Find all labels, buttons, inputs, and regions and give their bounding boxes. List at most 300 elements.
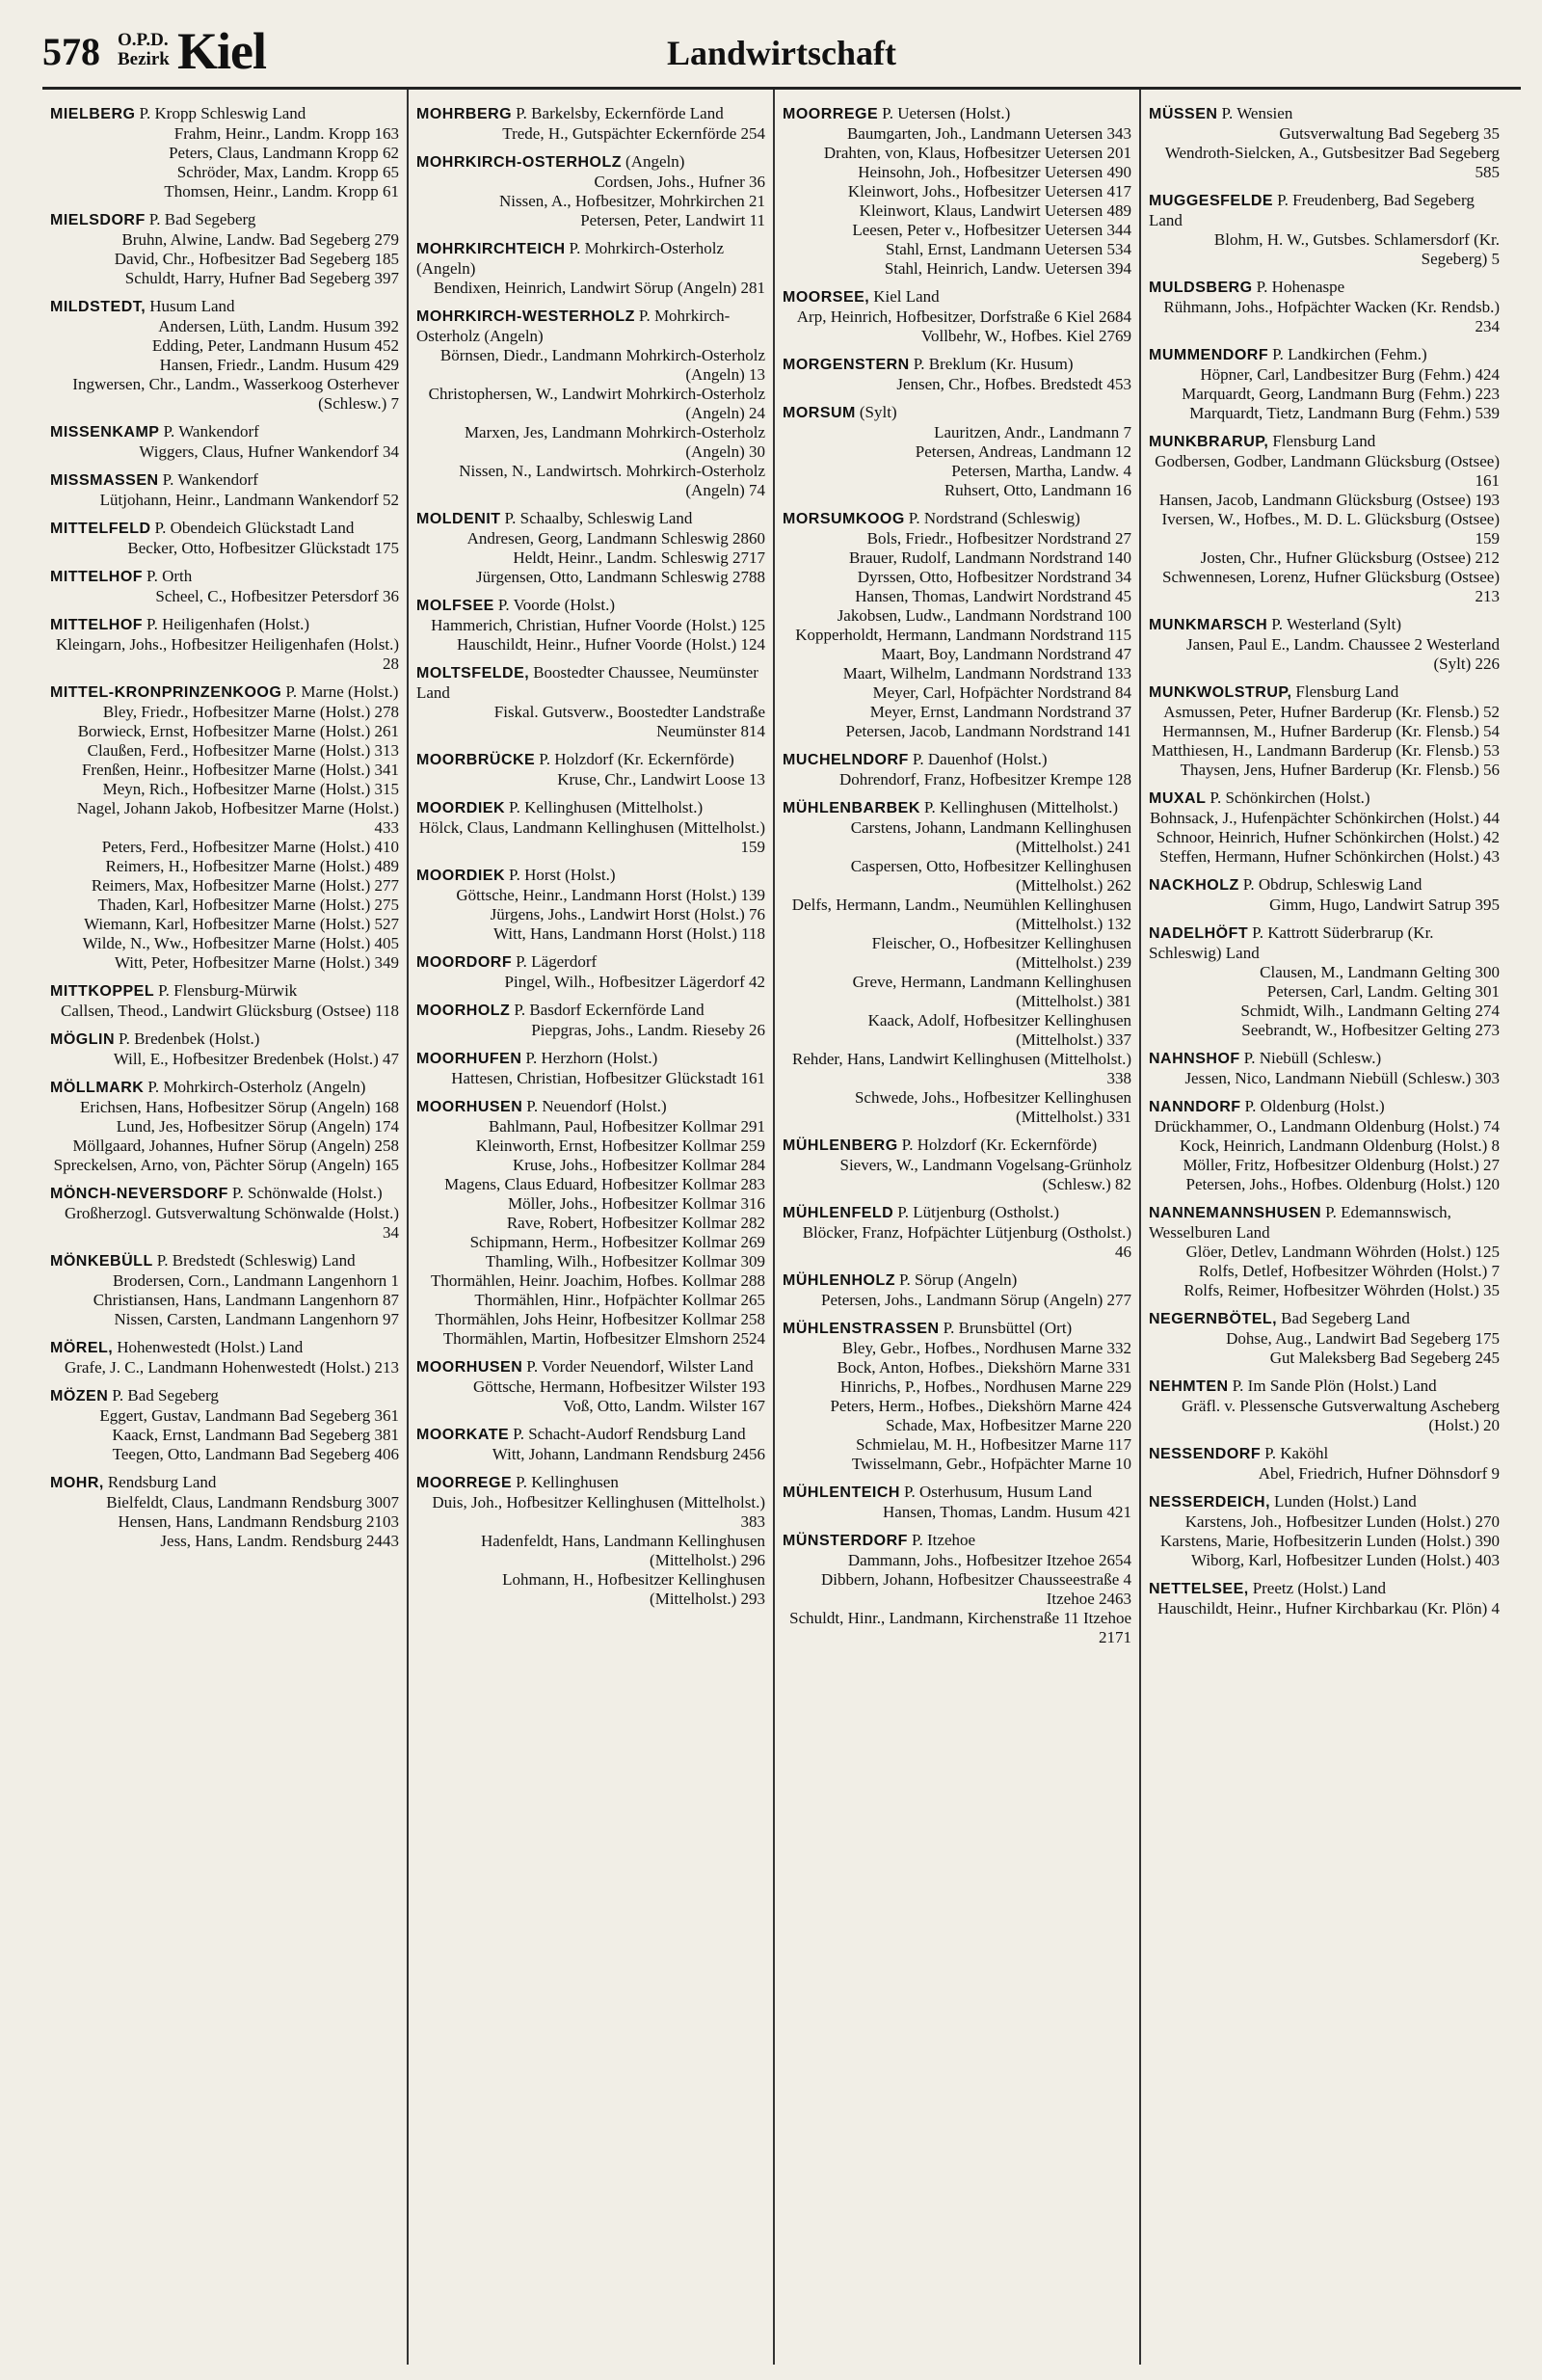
- place-postal-info: P. Voorde (Holst.): [497, 596, 616, 614]
- directory-entry: Baumgarten, Joh., Landmann Uetersen 343: [846, 124, 1131, 143]
- directory-entry: Thaysen, Jens, Hufner Barderup (Kr. Flensb.) 56: [1180, 761, 1500, 779]
- directory-entry: Thormählen, Johs Heinr, Hofbesitzer Kollmar 258: [435, 1310, 765, 1328]
- directory-entry: Duis, Joh., Hofbesitzer Kellinghusen (Mittelholst.) 383: [432, 1493, 765, 1531]
- place-postal-info: P. Basdorf Eckernförde Land: [514, 1001, 705, 1019]
- place-name: MOHRKIRCHTEICH: [416, 241, 566, 257]
- place-heading: [1149, 682, 1500, 703]
- directory-entry: Bols, Friedr., Hofbesitzer Nordstrand 27: [866, 529, 1131, 548]
- place-postal-info: P. Uetersen (Holst.): [882, 104, 1011, 122]
- place-postal-info: P. Kellinghusen: [516, 1473, 619, 1491]
- place-postal-info: Flensburg Land: [1295, 682, 1399, 701]
- place-postal-info: P. Kropp Schleswig Land: [139, 104, 306, 122]
- directory-entry: Peters, Herm., Hofbes., Diekshörn Marne 424: [830, 1397, 1131, 1415]
- place-postal-info: P. Bad Segeberg: [112, 1386, 219, 1404]
- directory-entry: Dohse, Aug., Landwirt Bad Segeberg 175: [1226, 1329, 1500, 1348]
- place-postal-info: Bad Segeberg Land: [1281, 1309, 1410, 1327]
- directory-entry: Glöer, Detlev, Landmann Wöhrden (Holst.) 125: [1185, 1243, 1500, 1261]
- directory-entry: Karstens, Joh., Hofbesitzer Lunden (Holst.) 270: [1184, 1512, 1500, 1531]
- directory-entry: Hadenfeldt, Hans, Landmann Kellinghusen (Mittelholst.) 296: [480, 1532, 765, 1569]
- place-heading: [1149, 1049, 1500, 1069]
- place-heading: [1149, 1444, 1500, 1464]
- directory-entry: Kleinworth, Ernst, Hofbesitzer Kollmar 259: [475, 1137, 765, 1155]
- place-postal-info: P. Schacht-Audorf Rendsburg Land: [513, 1425, 746, 1443]
- place-heading: [1149, 1203, 1500, 1243]
- directory-entry: Asmussen, Peter, Hufner Barderup (Kr. Flensb.) 52: [1163, 703, 1500, 721]
- directory-entry: Rehder, Hans, Landwirt Kellinghusen (Mittelholst.) 338: [791, 1050, 1131, 1087]
- directory-entry: Heinsohn, Joh., Hofbesitzer Uetersen 490: [858, 163, 1131, 181]
- directory-entry: Schwennesen, Lorenz, Hufner Glücksburg (Ostsee) 213: [1162, 568, 1500, 605]
- directory-entry: Bohnsack, J., Hufenpächter Schönkirchen (Holst.) 44: [1149, 809, 1500, 827]
- place-name: MÜHLENFELD: [783, 1205, 894, 1221]
- directory-entry: Abel, Friedrich, Hufner Döhnsdorf 9: [1258, 1464, 1500, 1483]
- place-postal-info: P. Wankendorf: [162, 470, 258, 489]
- place-heading: [1149, 1097, 1500, 1117]
- directory-entry: Lütjohann, Heinr., Landmann Wankendorf 52: [99, 491, 399, 509]
- place-postal-info: P. Heiligenhafen (Holst.): [146, 615, 310, 633]
- directory-entry: Schwede, Johs., Hofbesitzer Kellinghusen (Mittelholst.) 331: [854, 1088, 1131, 1126]
- directory-entry: Godbersen, Godber, Landmann Glücksburg (Ostsee) 161: [1155, 452, 1500, 490]
- directory-entry: Reimers, H., Hofbesitzer Marne (Holst.) 489: [105, 857, 399, 875]
- place-heading: [783, 403, 1131, 423]
- directory-entry: Nissen, Carsten, Landmann Langenhorn 97: [114, 1310, 399, 1328]
- directory-entry: Jessen, Nico, Landmann Niebüll (Schlesw.) 303: [1184, 1069, 1500, 1087]
- directory-entry: Kleinwort, Johs., Hofbesitzer Uetersen 417: [847, 182, 1131, 201]
- place-heading: [783, 1531, 1131, 1551]
- place-name: MOORHUFEN: [416, 1051, 522, 1067]
- place-heading: [1149, 1579, 1500, 1599]
- place-heading: [783, 750, 1131, 770]
- directory-entry: Hattesen, Christian, Hofbesitzer Glückstadt 161: [451, 1069, 765, 1087]
- place-postal-info: Kiel Land: [873, 287, 940, 306]
- directory-entry: Kruse, Johs., Hofbesitzer Kollmar 284: [512, 1156, 765, 1174]
- directory-entry: Bley, Friedr., Hofbesitzer Marne (Holst.) 278: [102, 703, 399, 721]
- place-postal-info: P. Hohenaspe: [1256, 278, 1345, 296]
- place-postal-info: Boostedter Chaussee, Neumünster Land: [416, 663, 758, 702]
- directory-entry: Claußen, Ferd., Hofbesitzer Marne (Holst.) 313: [87, 741, 399, 760]
- directory-entry: Kruse, Chr., Landwirt Loose 13: [557, 770, 765, 789]
- directory-entry: Iversen, W., Hofbes., M. D. L. Glücksburg (Ostsee) 159: [1161, 510, 1500, 548]
- place-heading: [1149, 875, 1500, 896]
- directory-entry: Schipmann, Herm., Hofbesitzer Kollmar 269: [469, 1233, 765, 1251]
- place-name: MUNKWOLSTRUP,: [1149, 684, 1292, 701]
- place-name: MILDSTEDT,: [50, 299, 146, 315]
- directory-entry: Kaack, Ernst, Landmann Bad Segeberg 381: [112, 1426, 399, 1444]
- page-header: [42, 22, 1521, 90]
- directory-entry: Rühmann, Johs., Hofpächter Wacken (Kr. Rendsb.) 234: [1163, 298, 1500, 335]
- directory-entry: Ingwersen, Chr., Landm., Wasserkoog Osterhever (Schlesw.) 7: [72, 375, 399, 413]
- place-postal-info: P. Herzhorn (Holst.): [525, 1049, 658, 1067]
- columns-container: [42, 90, 1521, 2365]
- directory-entry: Marquardt, Tietz, Landmann Burg (Fehm.) 539: [1189, 404, 1500, 422]
- directory-entry: Bahlmann, Paul, Hofbesitzer Kollmar 291: [488, 1117, 765, 1136]
- directory-entry: Stahl, Heinrich, Landw. Uetersen 394: [884, 259, 1131, 278]
- directory-entry: Fleischer, O., Hofbesitzer Kellinghusen (Mittelholst.) 239: [871, 934, 1131, 972]
- place-postal-info: P. Brunsbüttel (Ort): [943, 1319, 1073, 1337]
- place-name: MÜHLENBARBEK: [783, 800, 920, 816]
- column-3: [775, 90, 1141, 2365]
- directory-entry: Borwieck, Ernst, Hofbesitzer Marne (Holst.) 261: [77, 722, 399, 740]
- place-name: MÜHLENTEICH: [783, 1484, 900, 1501]
- place-postal-info: P. Kellinghusen (Mittelholst.): [509, 798, 704, 816]
- place-name: MULDSBERG: [1149, 280, 1253, 296]
- place-name: MÖNCH-NEVERSDORF: [50, 1186, 228, 1202]
- place-name: MUMMENDORF: [1149, 347, 1269, 363]
- directory-entry: Schmidt, Wilh., Landmann Gelting 274: [1240, 1002, 1500, 1020]
- directory-entry: Brauer, Rudolf, Landmann Nordstrand 140: [849, 548, 1131, 567]
- directory-entry: Möller, Johs., Hofbesitzer Kollmar 316: [507, 1194, 765, 1213]
- directory-entry: Fiskal. Gutsverw., Boostedter Landstraße Neumünster 814: [493, 703, 765, 740]
- directory-entry: Kleinwort, Klaus, Landwirt Uetersen 489: [859, 201, 1131, 220]
- place-name: MÖZEN: [50, 1388, 109, 1404]
- page-number: 578: [42, 30, 100, 73]
- directory-entry: David, Chr., Hofbesitzer Bad Segeberg 185: [114, 250, 399, 268]
- directory-entry: Hammerich, Christian, Hufner Voorde (Holst.) 125: [431, 616, 765, 634]
- directory-entry: Höpner, Carl, Landbesitzer Burg (Fehm.) 424: [1200, 365, 1500, 384]
- place-name: MOHRKIRCH-WESTERHOLZ: [416, 308, 635, 325]
- directory-entry: Petersen, Peter, Landwirt 11: [580, 211, 765, 229]
- place-postal-info: P. Kellinghusen (Mittelholst.): [923, 798, 1119, 816]
- place-heading: [416, 1097, 765, 1117]
- directory-entry: Blöcker, Franz, Hofpächter Lütjenburg (Ostholst.) 46: [802, 1223, 1131, 1261]
- place-postal-info: P. Wensien: [1221, 104, 1293, 122]
- place-postal-info: P. Horst (Holst.): [509, 866, 616, 884]
- column-1: [42, 90, 409, 2365]
- directory-entry: Wilde, N., Ww., Hofbesitzer Marne (Holst.) 405: [82, 934, 399, 952]
- directory-entry: Gut Maleksberg Bad Segeberg 245: [1269, 1349, 1500, 1367]
- place-postal-info: P. Mohrkirch-Osterholz (Angeln): [147, 1078, 366, 1096]
- directory-entry: Lauritzen, Andr., Landmann 7: [934, 423, 1131, 441]
- place-heading: [416, 152, 765, 173]
- place-name: MOHRKIRCH-OSTERHOLZ: [416, 154, 623, 171]
- place-heading: [416, 307, 765, 346]
- directory-entry: Caspersen, Otto, Hofbesitzer Kellinghusen (Mittelholst.) 262: [850, 857, 1131, 895]
- place-heading: [50, 1338, 399, 1358]
- place-heading: [1149, 191, 1500, 230]
- directory-entry: Jansen, Paul E., Landm. Chaussee 2 Westerland (Sylt) 226: [1185, 635, 1500, 673]
- directory-entry: Wiborg, Karl, Hofbesitzer Lunden (Holst.) 403: [1190, 1551, 1500, 1569]
- directory-entry: Lund, Jes, Hofbesitzer Sörup (Angeln) 174: [116, 1117, 399, 1136]
- place-heading: [1149, 1492, 1500, 1512]
- directory-entry: Petersen, Johs., Landmann Sörup (Angeln) 277: [820, 1291, 1131, 1309]
- place-name: NACKHOLZ: [1149, 877, 1239, 894]
- directory-entry: Callsen, Theod., Landwirt Glücksburg (Ostsee) 118: [61, 1002, 399, 1020]
- place-postal-info: P. Edemannswisch, Wesselburen Land: [1149, 1203, 1451, 1242]
- directory-entry: Trede, H., Gutspächter Eckernförde 254: [502, 124, 765, 143]
- place-heading: [50, 615, 399, 635]
- directory-entry: Schuldt, Hinr., Landmann, Kirchenstraße 11 Itzehoe 2171: [789, 1609, 1131, 1646]
- directory-entry: Jess, Hans, Landm. Rendsburg 2443: [160, 1532, 399, 1550]
- place-name: MOORDIEK: [416, 868, 505, 884]
- directory-entry: Frenßen, Heinr., Hofbesitzer Marne (Holst.) 341: [81, 761, 399, 779]
- place-postal-info: P. Sörup (Angeln): [898, 1270, 1018, 1289]
- place-heading: [416, 866, 765, 886]
- place-postal-info: P. Osterhusum, Husum Land: [903, 1483, 1092, 1501]
- place-postal-info: P. Lütjenburg (Ostholst.): [897, 1203, 1060, 1221]
- place-name: MITTELHOF: [50, 617, 144, 633]
- place-name: MÜHLENBERG: [783, 1137, 898, 1154]
- place-heading: [1149, 432, 1500, 452]
- directory-entry: Dibbern, Johann, Hofbesitzer Chausseestraße 4 Itzehoe 2463: [821, 1570, 1131, 1608]
- directory-entry: Großherzogl. Gutsverwaltung Schönwalde (Holst.) 34: [64, 1204, 399, 1242]
- place-heading: [50, 682, 399, 703]
- directory-entry: Meyer, Carl, Hofpächter Nordstrand 84: [872, 683, 1131, 702]
- place-postal-info: P. Nordstrand (Schleswig): [908, 509, 1080, 527]
- directory-entry: Ruhsert, Otto, Landmann 16: [944, 481, 1131, 499]
- directory-entry: Göttsche, Heinr., Landmann Horst (Holst.) 139: [456, 886, 765, 904]
- directory-entry: Thamling, Wilh., Hofbesitzer Kollmar 309: [485, 1252, 765, 1270]
- place-postal-info: P. Bad Segeberg: [148, 210, 256, 228]
- place-name: MIELBERG: [50, 106, 136, 122]
- place-postal-info: Lunden (Holst.) Land: [1274, 1492, 1417, 1511]
- column-2: [409, 90, 775, 2365]
- place-name: MÖREL,: [50, 1340, 114, 1356]
- directory-entry: Brodersen, Corn., Landmann Langenhorn 1: [113, 1271, 399, 1290]
- place-name: MOORSEE,: [783, 289, 870, 306]
- directory-entry: Greve, Hermann, Landmann Kellinghusen (Mittelholst.) 381: [852, 973, 1131, 1010]
- bezirk-label: Bezirk: [118, 49, 170, 69]
- place-name: MITTELHOF: [50, 569, 144, 585]
- directory-entry: Peters, Ferd., Hofbesitzer Marne (Holst.) 410: [101, 838, 399, 856]
- directory-entry: Scheel, C., Hofbesitzer Petersdorf 36: [155, 587, 399, 605]
- directory-entry: Meyn, Rich., Hofbesitzer Marne (Holst.) 315: [102, 780, 399, 798]
- opd-label: O.P.D.: [118, 30, 169, 50]
- directory-entry: Witt, Hans, Landmann Horst (Holst.) 118: [493, 924, 765, 943]
- place-heading: [1149, 104, 1500, 124]
- directory-entry: Heldt, Heinr., Landm. Schleswig 2717: [513, 548, 765, 567]
- place-name: NADELHÖFT: [1149, 925, 1249, 942]
- directory-entry: Cordsen, Johs., Hufner 36: [594, 173, 765, 191]
- directory-entry: Gimm, Hugo, Landwirt Satrup 395: [1269, 896, 1500, 914]
- directory-entry: Rolfs, Detlef, Hofbesitzer Wöhrden (Holst.) 7: [1198, 1262, 1500, 1280]
- place-postal-info: P. Im Sande Plön (Holst.) Land: [1232, 1377, 1437, 1395]
- place-name: MITTEL-KRONPRINZENKOOG: [50, 684, 282, 701]
- place-postal-info: P. Bredstedt (Schleswig) Land: [156, 1251, 356, 1270]
- directory-entry: Reimers, Max, Hofbesitzer Marne (Holst.) 277: [91, 876, 399, 895]
- place-postal-info: Hohenwestedt (Holst.) Land: [117, 1338, 304, 1356]
- city-title: Kiel: [177, 22, 266, 80]
- place-postal-info: P. Mohrkirch-Osterholz (Angeln): [416, 307, 731, 345]
- place-heading: [783, 1270, 1131, 1291]
- place-name: MORGENSTERN: [783, 357, 910, 373]
- place-postal-info: P. Schönwalde (Holst.): [231, 1184, 383, 1202]
- place-name: MOHR,: [50, 1475, 104, 1491]
- place-heading: [416, 104, 765, 124]
- place-name: NAHNSHOF: [1149, 1051, 1240, 1067]
- place-name: MOORBRÜCKE: [416, 752, 536, 768]
- place-name: MOHRBERG: [416, 106, 513, 122]
- directory-entry: Schade, Max, Hofbesitzer Marne 220: [886, 1416, 1131, 1434]
- place-heading: [50, 1251, 399, 1271]
- place-heading: [50, 422, 399, 442]
- directory-entry: Petersen, Jacob, Landmann Nordstrand 141: [845, 722, 1131, 740]
- place-heading: [1149, 923, 1500, 963]
- place-name: MISSMASSEN: [50, 472, 159, 489]
- place-name: MUGGESFELDE: [1149, 193, 1274, 209]
- place-postal-info: P. Kaköhl: [1264, 1444, 1329, 1462]
- place-name: MOLFSEE: [416, 598, 494, 614]
- place-heading: [1149, 1309, 1500, 1329]
- place-postal-info: P. Obendeich Glückstadt Land: [154, 519, 355, 537]
- place-name: MOORKATE: [416, 1427, 510, 1443]
- directory-entry: Kopperholdt, Hermann, Landmann Nordstrand 115: [795, 626, 1131, 644]
- directory-entry: Thormählen, Martin, Hofbesitzer Elmshorn 2524: [442, 1329, 765, 1348]
- place-name: NEHMTEN: [1149, 1378, 1229, 1395]
- place-name: MÜHLENSTRASSEN: [783, 1321, 940, 1337]
- directory-entry: Carstens, Johann, Landmann Kellinghusen (Mittelholst.) 241: [850, 818, 1131, 856]
- directory-entry: Stahl, Ernst, Landmann Uetersen 534: [886, 240, 1131, 258]
- directory-entry: Göttsche, Hermann, Hofbesitzer Wilster 193: [472, 1377, 765, 1396]
- place-heading: [50, 567, 399, 587]
- place-heading: [783, 1136, 1131, 1156]
- directory-entry: Hauschildt, Heinr., Hufner Kirchbarkau (Kr. Plön) 4: [1156, 1599, 1500, 1618]
- directory-entry: Schröder, Max, Landm. Kropp 65: [176, 163, 399, 181]
- place-heading: [50, 1386, 399, 1406]
- place-postal-info: P. Obdrup, Schleswig Land: [1242, 875, 1422, 894]
- place-name: MUCHELNDORF: [783, 752, 909, 768]
- directory-entry: Seebrandt, W., Hofbesitzer Gelting 273: [1241, 1021, 1500, 1039]
- place-name: MORSUM: [783, 405, 856, 421]
- place-postal-info: (Angeln): [625, 152, 685, 171]
- place-name: MOLTSFELDE,: [416, 665, 530, 682]
- place-heading: [416, 239, 765, 279]
- directory-entry: Grafe, J. C., Landmann Hohenwestedt (Holst.) 213: [64, 1358, 399, 1377]
- place-postal-info: P. Orth: [146, 567, 193, 585]
- directory-entry: Maart, Wilhelm, Landmann Nordstrand 133: [842, 664, 1131, 682]
- directory-entry: Bendixen, Heinrich, Landwirt Sörup (Angeln) 281: [433, 279, 765, 297]
- place-heading: [50, 1030, 399, 1050]
- place-postal-info: Flensburg Land: [1272, 432, 1376, 450]
- directory-entry: Witt, Peter, Hofbesitzer Marne (Holst.) 349: [114, 953, 399, 972]
- directory-entry: Börnsen, Diedr., Landmann Mohrkirch-Osterholz (Angeln) 13: [439, 346, 765, 384]
- directory-entry: Hermannsen, M., Hufner Barderup (Kr. Flensb.) 54: [1162, 722, 1500, 740]
- place-name: NETTELSEE,: [1149, 1581, 1249, 1597]
- directory-entry: Hölck, Claus, Landmann Kellinghusen (Mittelholst.) 159: [418, 818, 765, 856]
- place-postal-info: P. Schönkirchen (Holst.): [1210, 789, 1370, 807]
- directory-entry: Vollbehr, W., Hofbes. Kiel 2769: [920, 327, 1131, 345]
- directory-entry: Maart, Boy, Landmann Nordstrand 47: [881, 645, 1131, 663]
- place-heading: [416, 663, 765, 703]
- place-heading: [416, 1357, 765, 1377]
- place-name: MÜSSEN: [1149, 106, 1218, 122]
- place-name: MORSUMKOOG: [783, 511, 905, 527]
- place-name: MUNKBRARUP,: [1149, 434, 1269, 450]
- directory-entry: Hauschildt, Heinr., Hufner Voorde (Holst.) 124: [457, 635, 765, 654]
- place-heading: [783, 287, 1131, 308]
- directory-entry: Wendroth-Sielcken, A., Gutsbesitzer Bad Segeberg 585: [1164, 144, 1500, 181]
- place-name: MÜHLENHOLZ: [783, 1272, 895, 1289]
- directory-entry: Marquardt, Georg, Landmann Burg (Fehm.) 223: [1182, 385, 1500, 403]
- place-postal-info: P. Flensburg-Mürwik: [158, 981, 298, 1000]
- place-postal-info: P. Schaalby, Schleswig Land: [504, 509, 693, 527]
- directory-entry: Hansen, Jacob, Landmann Glücksburg (Ostsee) 193: [1158, 491, 1500, 509]
- place-name: NESSENDORF: [1149, 1446, 1262, 1462]
- place-name: MOORDIEK: [416, 800, 505, 816]
- place-name: MITTELFELD: [50, 521, 151, 537]
- place-name: MOORHUSEN: [416, 1359, 523, 1376]
- directory-entry: Peters, Claus, Landmann Kropp 62: [169, 144, 399, 162]
- directory-entry: Bielfeldt, Claus, Landmann Rendsburg 3007: [106, 1493, 399, 1511]
- directory-entry: Karstens, Marie, Hofbesitzerin Lunden (Holst.) 390: [1159, 1532, 1500, 1550]
- place-heading: [783, 1483, 1131, 1503]
- directory-entry: Drahten, von, Klaus, Hofbesitzer Uetersen 201: [823, 144, 1131, 162]
- place-postal-info: Husum Land: [149, 297, 235, 315]
- directory-entry: Jensen, Chr., Hofbes. Bredstedt 453: [896, 375, 1131, 393]
- directory-entry: Magens, Claus Eduard, Hofbesitzer Kollmar 283: [444, 1175, 765, 1193]
- section-title: Landwirtschaft: [666, 34, 896, 72]
- place-postal-info: P. Oldenburg (Holst.): [1244, 1097, 1385, 1115]
- directory-entry: Rolfs, Reimer, Hofbesitzer Wöhrden (Holst.) 35: [1183, 1281, 1500, 1299]
- directory-entry: Erichsen, Hans, Hofbesitzer Sörup (Angeln) 168: [80, 1098, 399, 1116]
- directory-entry: Petersen, Johs., Hofbes. Oldenburg (Holst.) 120: [1185, 1175, 1500, 1193]
- directory-entry: Piepgras, Johs., Landm. Rieseby 26: [531, 1021, 765, 1039]
- place-heading: [1149, 278, 1500, 298]
- place-name: NANNDORF: [1149, 1099, 1241, 1115]
- place-heading: [50, 1473, 399, 1493]
- place-name: MOLDENIT: [416, 511, 501, 527]
- directory-entry: Marxen, Jes, Landmann Mohrkirch-Osterholz (Angeln) 30: [464, 423, 765, 461]
- directory-entry: Wiggers, Claus, Hufner Wankendorf 34: [139, 442, 399, 461]
- place-postal-info: P. Freudenberg, Bad Segeberg Land: [1149, 191, 1475, 229]
- directory-entry: Twisselmann, Gebr., Hofpächter Marne 10: [851, 1455, 1131, 1473]
- directory-entry: Hansen, Thomas, Landwirt Nordstrand 45: [855, 587, 1131, 605]
- place-heading: [50, 210, 399, 230]
- place-postal-info: P. Westerland (Sylt): [1271, 615, 1401, 633]
- directory-entry: Möllgaard, Johannes, Hufner Sörup (Angeln) 258: [72, 1137, 399, 1155]
- place-name: NANNEMANNSHUSEN: [1149, 1205, 1322, 1221]
- directory-entry: Frahm, Heinr., Landm. Kropp 163: [173, 124, 399, 143]
- directory-entry: Kaack, Adolf, Hofbesitzer Kellinghusen (Mittelholst.) 337: [867, 1011, 1131, 1049]
- directory-entry: Schmielau, M. H., Hofbesitzer Marne 117: [856, 1435, 1131, 1454]
- place-heading: [416, 798, 765, 818]
- place-heading: [50, 470, 399, 491]
- directory-entry: Petersen, Andreas, Landmann 12: [915, 442, 1131, 461]
- directory-entry: Rave, Robert, Hofbesitzer Kollmar 282: [506, 1214, 765, 1232]
- place-heading: [416, 509, 765, 529]
- directory-entry: Gräfl. v. Plessensche Gutsverwaltung Ascheberg (Holst.) 20: [1181, 1397, 1500, 1434]
- place-postal-info: P. Bredenbek (Holst.): [119, 1030, 260, 1048]
- place-heading: [783, 509, 1131, 529]
- directory-entry: Hinrichs, P., Hofbes., Nordhusen Marne 229: [839, 1377, 1131, 1396]
- place-heading: [50, 1184, 399, 1204]
- directory-entry: Dyrssen, Otto, Hofbesitzer Nordstrand 34: [857, 568, 1131, 586]
- directory-entry: Nagel, Johann Jakob, Hofbesitzer Marne (Holst.) 433: [76, 799, 399, 837]
- place-heading: [50, 104, 399, 124]
- place-heading: [416, 1425, 765, 1445]
- place-postal-info: P. Neuendorf (Holst.): [526, 1097, 667, 1115]
- directory-entry: Eggert, Gustav, Landmann Bad Segeberg 361: [99, 1406, 399, 1425]
- place-name: MUXAL: [1149, 790, 1207, 807]
- directory-entry: Jakobsen, Ludw., Landmann Nordstrand 100: [837, 606, 1131, 625]
- directory-entry: Schnoor, Heinrich, Hufner Schönkirchen (Holst.) 42: [1156, 828, 1500, 846]
- place-heading: [50, 1078, 399, 1098]
- place-name: MOORDORF: [416, 954, 513, 971]
- place-postal-info: P. Holzdorf (Kr. Eckernförde): [901, 1136, 1098, 1154]
- place-postal-info: P. Marne (Holst.): [285, 682, 399, 701]
- directory-entry: Hensen, Hans, Landmann Rendsburg 2103: [118, 1512, 399, 1531]
- directory-entry: Arp, Heinrich, Hofbesitzer, Dorfstraße 6 Kiel 2684: [796, 308, 1131, 326]
- place-postal-info: P. Vorder Neuendorf, Wilster Land: [526, 1357, 754, 1376]
- directory-entry: Delfs, Hermann, Landm., Neumühlen Kellinghusen (Mittelholst.) 132: [791, 896, 1131, 933]
- place-postal-info: P. Kattrott Süderbrarup (Kr. Schleswig) Land: [1149, 923, 1434, 962]
- place-heading: [416, 596, 765, 616]
- place-heading: [50, 519, 399, 539]
- place-heading: [50, 297, 399, 317]
- directory-entry: Teegen, Otto, Landmann Bad Segeberg 406: [112, 1445, 399, 1463]
- place-postal-info: Preetz (Holst.) Land: [1252, 1579, 1387, 1597]
- directory-entry: Andersen, Lüth, Landm. Husum 392: [158, 317, 399, 335]
- place-postal-info: P. Wankendorf: [163, 422, 259, 441]
- place-postal-info: P. Breklum (Kr. Husum): [913, 355, 1074, 373]
